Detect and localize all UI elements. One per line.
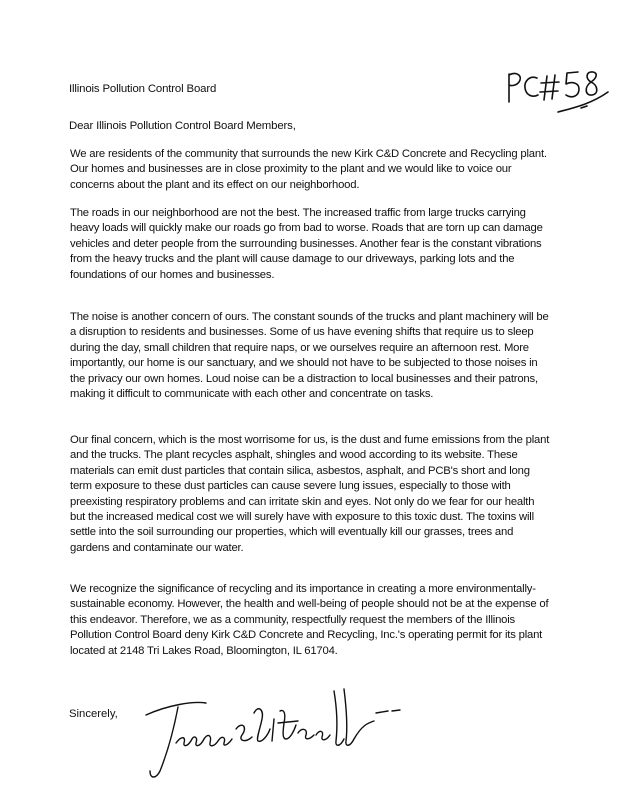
salutation: Dear Illinois Pollution Control Board Members, — [69, 120, 296, 132]
handwritten-pc-number-stamp — [503, 62, 613, 117]
addressee-line: Illinois Pollution Control Board — [69, 83, 217, 95]
paragraph-noise: The noise is another concern of ours. The constant sounds of the trucks and plant machinery will be a disruption to residents and businesses. Some of us have evening shifts that require us to sleep during the day, small children that require naps, or we ourselves require an afternoon rest. More importantly, our home is our sanctuary, and we should not have to be subjected to those noises in the privacy our own homes. Loud noise can be a distraction to local businesses and their patrons, making it difficult to communicate with each other and concentrate on tasks. — [70, 311, 549, 401]
paragraph-roads: The roads in our neighborhood are not the best. The increased traffic from large trucks carrying heavy loads will quickly make our roads go from bad to worse. Roads that are torn up can damage vehicles and deter people from the surrounding businesses. Another fear is the constant vibrations from the heavy trucks and the plant will cause damage to our driveways, parking lots and the foundations of our homes and businesses. — [70, 207, 543, 281]
closing: Sincerely, — [69, 708, 118, 720]
paragraph-introduction: We are residents of the community that surrounds the new Kirk C&D Concrete and Recycling plant. Our homes and businesses are in close proximity to the plant and we would like to voice our concerns about the plant and its effect on our neighborhood. — [70, 148, 547, 191]
handwritten-signature — [138, 683, 408, 783]
paragraph-dust: Our final concern, which is the most worrisome for us, is the dust and fume emissions from the plant and the trucks. The plant recycles asphalt, shingles and wood according to its website. These materials can emit dust particles that contain silica, asbestos, asphalt, and PCB's short and long term exposure to these dust particles can cause severe lung issues, especially to those with preexisting respiratory problems and can irritate skin and eyes. Not only do we fear for our health but the increased medical cost we will surely have with exposure to this toxic dust. The toxins will settle into the soil surrounding our properties, which will eventually kill our grasses, trees and gardens and contaminate our water. — [70, 434, 550, 554]
paragraph-request: We recognize the significance of recycling and its importance in creating a more environmentally-sustainable economy. However, the health and well-being of people should not be at the expense of this endeavor. Therefore, we as a community, respectfully request the members of the Illinois Pollution Control Board deny Kirk C&D Concrete and Recycling, Inc.'s operating permit for its plant located at 2148 Tri Lakes Road, Bloomington, IL 61704. — [70, 583, 549, 657]
